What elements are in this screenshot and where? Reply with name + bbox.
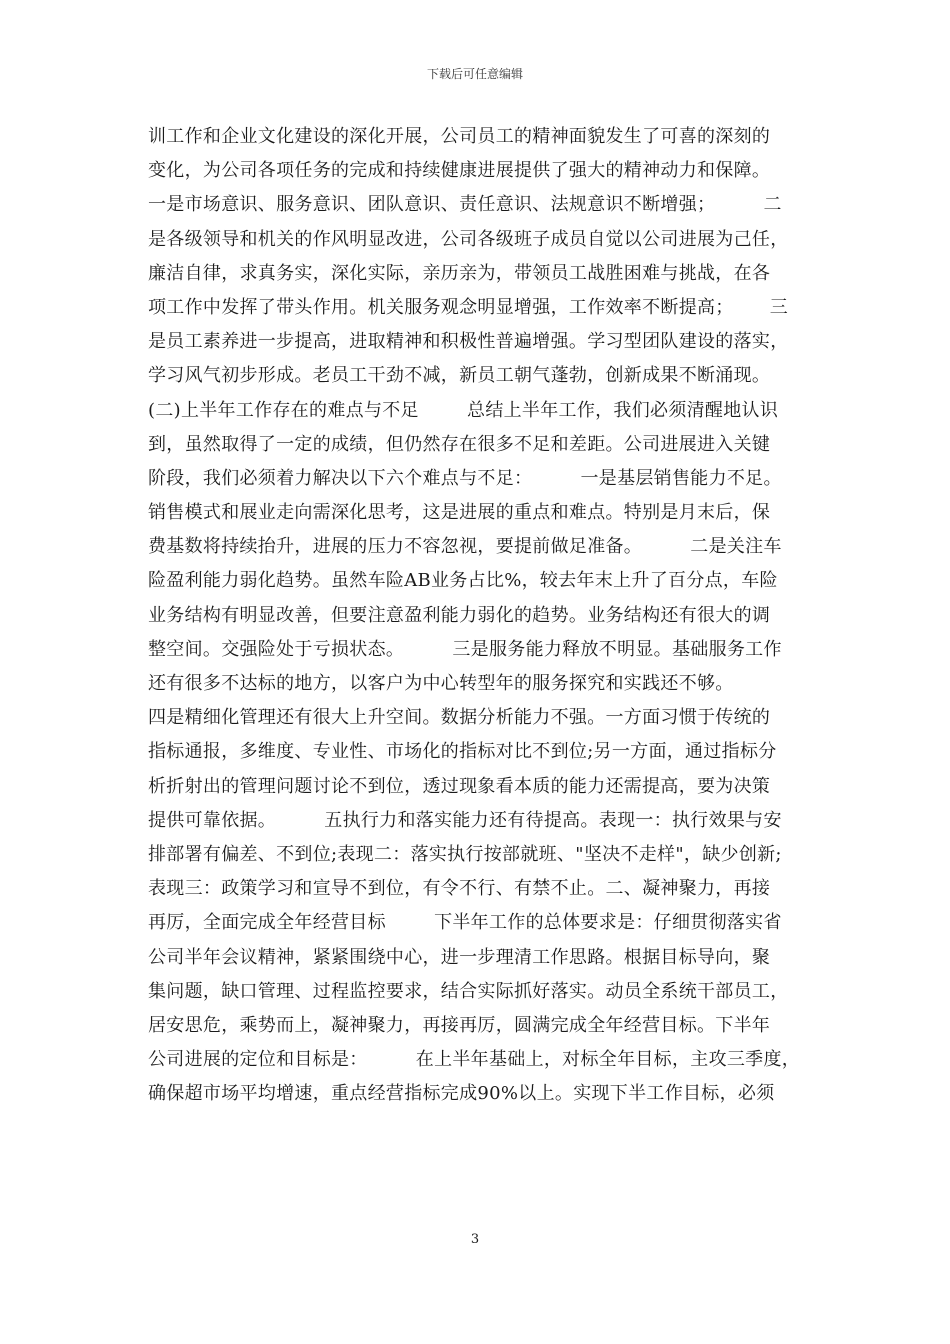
text-line: 销售模式和展业走向需深化思考，这是进展的重点和难点。特别是月末后，保: [148, 502, 771, 524]
text-line: 公司半年会议精神，紧紧围绕中心，进一步理清工作思路。根据目标导向，聚: [148, 946, 771, 968]
text-line: 险盈利能力弱化趋势。虽然车险AB业务占比%，较去年末上升了百分点，车险: [148, 570, 778, 592]
text-line: 是员工素养进一步提高，进取精神和积极性普遍增强。学习型团队建设的落实，: [148, 331, 789, 353]
text-line: 项工作中发挥了带头作用。机关服务观念明显增强，工作效率不断提高； 三: [148, 296, 789, 318]
text-line: 学习风气初步形成。老员工干劲不减，新员工朝气蓬勃，创新成果不断涌现。: [148, 365, 771, 387]
text-line: 四是精细化管理还有很大上升空间。数据分析能力不强。一方面习惯于传统的: [148, 707, 771, 729]
text-line: 训工作和企业文化建设的深化开展，公司员工的精神面貌发生了可喜的深刻的: [148, 126, 771, 147]
text-line: 公司进展的定位和目标是： 在上半年基础上，对标全年目标，主攻三季度，: [148, 1049, 801, 1071]
text-line: 变化，为公司各项任务的完成和持续健康进展提供了强大的精神动力和保障。: [148, 160, 771, 182]
text-line: 再厉，全面完成全年经营目标 下半年工作的总体要求是：仔细贯彻落实省: [148, 912, 782, 934]
text-line: 到，虽然取得了一定的成绩，但仍然存在很多不足和差距。公司进展进入关键: [148, 433, 771, 455]
text-line: (二)上半年工作存在的难点与不足 总结上半年工作，我们必须清醒地认识: [148, 399, 779, 421]
text-line: 是各级领导和机关的作风明显改进，公司各级班子成员自觉以公司进展为己任，: [148, 228, 789, 250]
text-line: 居安思危，乘势而上，凝神聚力，再接再厉，圆满完成全年经营目标。下半年: [148, 1014, 771, 1036]
text-line: 确保超市场平均增速，重点经营指标完成90%以上。实现下半工作目标，必须: [148, 1083, 775, 1105]
text-line: 指标通报，多维度、专业性、市场化的指标对比不到位;另一方面，通过指标分: [148, 741, 777, 763]
text-line: 业务结构有明显改善，但要注意盈利能力弱化的趋势。业务结构还有很大的调: [148, 604, 771, 626]
text-line: 廉洁自律，求真务实，深化实际，亲历亲为，带领员工战胜困难与挑战，在各: [148, 262, 771, 284]
text-line: 还有很多不达标的地方，以客户为中心转型年的服务探究和实践还不够。: [148, 673, 734, 694]
text-line: 一是市场意识、服务意识、团队意识、责任意识、法规意识不断增强； 二: [148, 194, 782, 216]
text-line: 阶段，我们必须着力解决以下六个难点与不足： 一是基层销售能力不足。: [148, 467, 782, 489]
text-line: 析折射出的管理问题讨论不到位，透过现象看本质的能力还需提高，要为决策: [148, 775, 771, 797]
text-line: 提供可靠依据。 五执行力和落实能力还有待提高。表现一：执行效果与安: [148, 809, 782, 831]
body-text: [148, 120, 828, 1111]
text-line: 费基数将持续抬升，进展的压力不容忽视，要提前做足准备。 二是关注车: [148, 536, 782, 558]
text-line: 集问题，缺口管理、过程监控要求，结合实际抓好落实。动员全系统干部员工，: [148, 980, 789, 1002]
text-line: 排部署有偏差、不到位;表现二：落实执行按部就班、"坚决不走样"，缺少创新;: [148, 843, 782, 865]
text-line: 整空间。交强险处于亏损状态。 三是服务能力释放不明显。基础服务工作: [148, 638, 782, 660]
page-header: 下载后可任意编辑: [426, 67, 523, 81]
page-number: 3: [470, 1232, 480, 1247]
text-line: 表现三：政策学习和宣导不到位，有令不行、有禁不止。二、凝神聚力，再接: [148, 878, 771, 900]
